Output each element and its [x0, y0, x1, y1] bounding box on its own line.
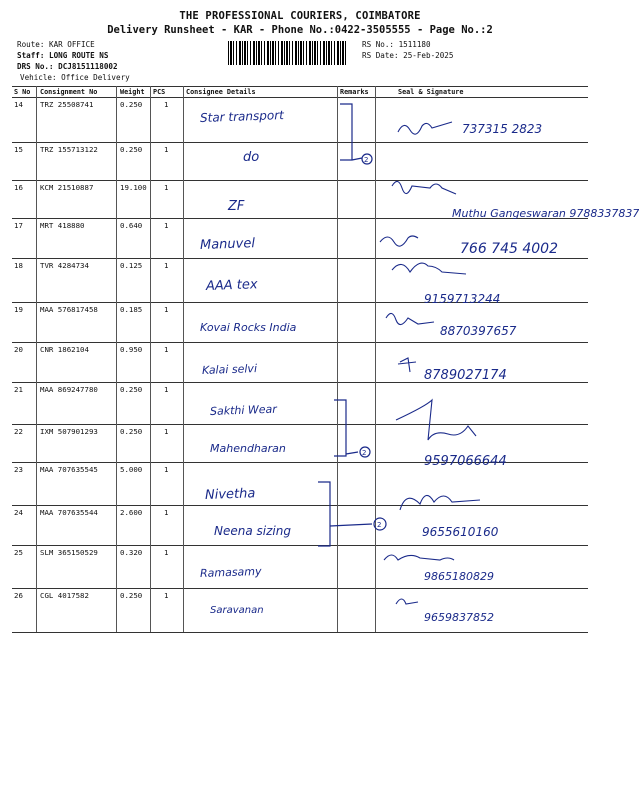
row-weight: 0.950 — [120, 345, 143, 354]
row-weight: 0.125 — [120, 261, 143, 270]
row-divider — [12, 632, 588, 633]
row-serial-number: 25 — [14, 548, 23, 557]
row-pieces: 1 — [164, 261, 169, 270]
row-serial-number: 20 — [14, 345, 23, 354]
row-consignment-number: IXM 507901293 — [40, 427, 98, 436]
row-weight: 2.600 — [120, 508, 143, 517]
row-weight: 0.250 — [120, 100, 143, 109]
handwritten-signature-phone: 737315 2823 — [462, 122, 543, 136]
row-divider — [12, 86, 588, 87]
handwritten-consignee: do — [243, 149, 260, 165]
row-pieces: 1 — [164, 508, 169, 517]
col-header-sno: S No — [14, 88, 31, 96]
handwritten-signature-phone: Muthu Gangeswaran 9788337837 — [452, 206, 639, 220]
staff-label: Staff: LONG ROUTE NS — [17, 51, 109, 60]
column-divider — [150, 86, 151, 632]
row-consignment-number: SLM 365150529 — [40, 548, 98, 557]
handwritten-consignee: Kalai selvi — [201, 361, 258, 377]
row-pieces: 1 — [164, 100, 169, 109]
row-serial-number: 23 — [14, 465, 23, 474]
row-weight: 5.000 — [120, 465, 143, 474]
column-divider — [337, 86, 338, 632]
column-divider — [375, 86, 376, 632]
handwritten-consignee: Ramasamy — [199, 564, 262, 580]
row-pieces: 1 — [164, 305, 169, 314]
row-divider — [12, 258, 588, 259]
row-consignment-number: CNR 1862104 — [40, 345, 89, 354]
row-weight: 19.100 — [120, 183, 147, 192]
handwritten-signature-phone: 8870397657 — [440, 324, 517, 338]
row-divider — [12, 97, 588, 98]
col-header-consignment: Consignment No — [40, 88, 98, 96]
col-header-signature: Seal & Signature — [398, 88, 464, 96]
row-pieces: 1 — [164, 385, 169, 394]
row-consignment-number: MAA 707635545 — [40, 465, 98, 474]
row-pieces: 1 — [164, 183, 169, 192]
row-consignment-number: TVR 4284734 — [40, 261, 89, 270]
row-consignment-number: MAA 707635544 — [40, 508, 98, 517]
row-divider — [12, 302, 588, 303]
row-serial-number: 22 — [14, 427, 23, 436]
rs-date: RS Date: 25-Feb-2025 — [362, 51, 454, 60]
row-consignment-number: MAA 869247780 — [40, 385, 98, 394]
col-header-consignee: Consignee Details — [186, 88, 256, 96]
handwritten-signature-phone: 8789027174 — [424, 367, 507, 383]
handwritten-consignee: Mahendharan — [210, 441, 286, 455]
row-weight: 0.185 — [120, 305, 143, 314]
route-label: Route: KAR OFFICE — [17, 40, 95, 49]
barcode — [228, 41, 348, 65]
row-serial-number: 15 — [14, 145, 23, 154]
col-header-pcs: PCS — [153, 88, 166, 96]
row-consignment-number: TRZ 155713122 — [40, 145, 98, 154]
row-consignment-number: CGL 4017582 — [40, 591, 89, 600]
row-divider — [12, 424, 588, 425]
row-serial-number: 24 — [14, 508, 23, 517]
column-divider — [36, 86, 37, 632]
handwritten-consignee: Star transport — [199, 108, 285, 125]
row-pieces: 1 — [164, 145, 169, 154]
handwritten-consignee: Saravanan — [210, 605, 264, 616]
row-weight: 0.250 — [120, 427, 143, 436]
handwritten-consignee: Nivetha — [204, 485, 256, 503]
row-weight: 0.250 — [120, 145, 143, 154]
row-pieces: 1 — [164, 465, 169, 474]
row-pieces: 1 — [164, 591, 169, 600]
handwritten-consignee: Sakthi Wear — [209, 402, 278, 418]
drs-number: DRS No.: DCJ8151118002 — [17, 62, 118, 71]
handwritten-consignee: Neena sizing — [214, 524, 291, 538]
column-divider — [183, 86, 184, 632]
row-serial-number: 14 — [14, 100, 23, 109]
row-serial-number: 16 — [14, 183, 23, 192]
row-divider — [12, 588, 588, 589]
document-subtitle: Delivery Runsheet - KAR - Phone No.:0422-3505555 - Page No.:2 — [107, 24, 493, 36]
row-weight: 0.250 — [120, 591, 143, 600]
group-mark: 2 — [362, 449, 367, 457]
rs-number: RS No.: 1511180 — [362, 40, 431, 49]
row-weight: 0.640 — [120, 221, 143, 230]
handwritten-signature-phone: 9159713244 — [424, 292, 501, 306]
row-consignment-number: MRT 418880 — [40, 221, 85, 230]
row-serial-number: 26 — [14, 591, 23, 600]
row-serial-number: 18 — [14, 261, 23, 270]
handwritten-consignee: ZF — [228, 198, 245, 214]
row-weight: 0.320 — [120, 548, 143, 557]
col-header-weight: Weight — [120, 88, 145, 96]
handwritten-consignee: Kovai Rocks India — [200, 320, 297, 334]
handwritten-signature-phone: 9597066644 — [424, 453, 507, 469]
row-divider — [12, 505, 588, 506]
row-consignment-number: TRZ 25508741 — [40, 100, 94, 109]
row-divider — [12, 180, 588, 181]
row-serial-number: 21 — [14, 385, 23, 394]
row-pieces: 1 — [164, 548, 169, 557]
handwritten-signature-phone: 9659837852 — [424, 610, 494, 624]
row-pieces: 1 — [164, 345, 169, 354]
row-pieces: 1 — [164, 427, 169, 436]
group-mark: 2 — [364, 156, 369, 164]
handwritten-signature-phone: 9655610160 — [422, 525, 499, 539]
handwritten-signature-phone: 766 745 4002 — [460, 241, 558, 257]
handwritten-signature-phone: 9865180829 — [424, 569, 494, 583]
row-pieces: 1 — [164, 221, 169, 230]
handwritten-consignee: Manuvel — [199, 235, 256, 253]
group-mark: 2 — [377, 521, 382, 529]
row-consignment-number: KCM 21510887 — [40, 183, 94, 192]
col-header-remarks: Remarks — [340, 88, 369, 96]
handwritten-consignee: AAA tex — [205, 276, 258, 294]
row-serial-number: 19 — [14, 305, 23, 314]
row-consignment-number: MAA 576817458 — [40, 305, 98, 314]
row-divider — [12, 342, 588, 343]
row-divider — [12, 545, 588, 546]
row-weight: 0.250 — [120, 385, 143, 394]
column-divider — [116, 86, 117, 632]
vehicle-label: Vehicle: Office Delivery — [20, 73, 130, 82]
document-title: THE PROFESSIONAL COURIERS, COIMBATORE — [179, 10, 421, 22]
row-serial-number: 17 — [14, 221, 23, 230]
row-divider — [12, 142, 588, 143]
